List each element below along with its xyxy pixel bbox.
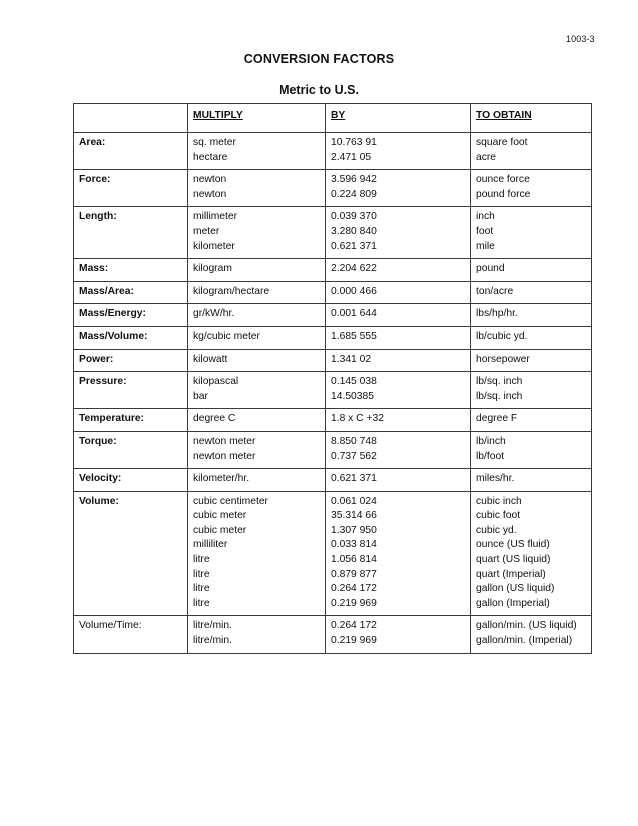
- conversion-table: [73, 103, 592, 654]
- quantity-cell: Force:: [74, 170, 188, 207]
- table-row: [74, 326, 592, 349]
- factor-line: 0.219 969: [331, 597, 377, 609]
- to-obtain-line: square foot: [476, 137, 528, 148]
- factor-line: 0.061 024: [331, 495, 377, 507]
- table-row: [74, 349, 592, 372]
- quantity-cell: Torque:: [74, 431, 188, 468]
- to-obtain-line: lb/inch: [476, 435, 506, 447]
- table-row: [74, 491, 592, 616]
- table-row: [74, 133, 592, 170]
- table-row: [74, 409, 592, 432]
- factor-cell: [326, 349, 471, 372]
- header-multiply: MULTIPLY: [188, 104, 326, 133]
- factor-cell: [326, 170, 471, 207]
- table-body: [74, 133, 592, 654]
- factor-line: 3.596 942: [331, 174, 377, 186]
- factor-cell: [326, 326, 471, 349]
- quantity-cell: Mass:: [74, 259, 188, 282]
- factor-line: 35.314 66: [331, 510, 377, 522]
- to-obtain-line: ton/acre: [476, 285, 514, 297]
- factor-line: 10.763 91: [331, 137, 377, 148]
- multiply-cell: [188, 170, 326, 207]
- multiply-cell: [188, 409, 326, 432]
- multiply-cell: [188, 431, 326, 468]
- to-obtain-cell: [471, 133, 592, 170]
- multiply-line: gr/kW/hr.: [193, 308, 235, 320]
- to-obtain-line: lb/foot: [476, 450, 505, 462]
- to-obtain-line: lb/cubic yd.: [476, 330, 528, 342]
- to-obtain-line: mile: [476, 240, 495, 252]
- factor-line: 3.280 840: [331, 225, 377, 237]
- multiply-line: kilometer/hr.: [193, 473, 250, 485]
- quantity-cell: Power:: [74, 349, 188, 372]
- multiply-line: litre: [193, 583, 210, 595]
- quantity-cell: Volume/Time:: [74, 616, 188, 653]
- multiply-line: meter: [193, 225, 220, 237]
- quantity-cell: Length:: [74, 207, 188, 259]
- multiply-line: cubic centimeter: [193, 495, 268, 507]
- table-header: [74, 104, 592, 133]
- to-obtain-cell: [471, 326, 592, 349]
- table-row: [74, 304, 592, 327]
- quantity-cell: Area:: [74, 133, 188, 170]
- multiply-cell: [188, 304, 326, 327]
- to-obtain-line: cubic yd.: [476, 524, 517, 536]
- to-obtain-line: lb/sq. inch: [476, 376, 523, 388]
- multiply-line: millimeter: [193, 211, 238, 223]
- table-row: [74, 281, 592, 304]
- page-number: 1003-3: [566, 34, 595, 44]
- quantity-cell: Temperature:: [74, 409, 188, 432]
- multiply-cell: [188, 259, 326, 282]
- to-obtain-cell: [471, 259, 592, 282]
- factor-line: 1.307 950: [331, 524, 377, 536]
- to-obtain-line: horsepower: [476, 353, 530, 365]
- to-obtain-line: foot: [476, 225, 494, 237]
- multiply-cell: [188, 372, 326, 409]
- to-obtain-line: gallon/min. (Imperial): [476, 635, 573, 647]
- header-row: [74, 104, 592, 133]
- factor-line: 0.219 969: [331, 635, 377, 647]
- multiply-line: cubic meter: [193, 524, 247, 536]
- factor-line: 0.039 370: [331, 211, 377, 223]
- factor-line: 2.204 622: [331, 263, 377, 275]
- factor-cell: [326, 431, 471, 468]
- multiply-line: kilowatt: [193, 353, 228, 365]
- to-obtain-cell: [471, 431, 592, 468]
- multiply-line: kilopascal: [193, 376, 239, 388]
- factor-line: 0.621 371: [331, 240, 377, 252]
- to-obtain-cell: [471, 281, 592, 304]
- to-obtain-cell: [471, 349, 592, 372]
- multiply-line: newton meter: [193, 435, 256, 447]
- factor-cell: [326, 409, 471, 432]
- multiply-line: hectare: [193, 151, 228, 163]
- multiply-cell: [188, 491, 326, 616]
- to-obtain-line: acre: [476, 151, 497, 163]
- factor-line: 8.850 748: [331, 435, 377, 447]
- quantity-cell: Mass/Volume:: [74, 326, 188, 349]
- to-obtain-line: ounce force: [476, 174, 530, 186]
- factor-cell: [326, 281, 471, 304]
- factor-cell: [326, 133, 471, 170]
- table-row: [74, 170, 592, 207]
- quantity-cell: Mass/Area:: [74, 281, 188, 304]
- table-row: [74, 372, 592, 409]
- to-obtain-cell: [471, 304, 592, 327]
- to-obtain-line: inch: [476, 211, 495, 223]
- factor-line: 0.737 562: [331, 450, 377, 462]
- to-obtain-cell: [471, 372, 592, 409]
- to-obtain-cell: [471, 616, 592, 653]
- factor-cell: [326, 207, 471, 259]
- header-to-obtain: TO OBTAIN: [471, 104, 592, 133]
- factor-cell: [326, 259, 471, 282]
- table-row: [74, 431, 592, 468]
- factor-cell: [326, 491, 471, 616]
- factor-line: 0.879 877: [331, 568, 377, 580]
- multiply-line: newton meter: [193, 450, 256, 462]
- multiply-line: litre: [193, 597, 210, 609]
- multiply-cell: [188, 133, 326, 170]
- factor-line: 0.000 466: [331, 285, 377, 297]
- multiply-line: newton: [193, 188, 227, 200]
- multiply-line: newton: [193, 174, 227, 186]
- multiply-line: litre/min.: [193, 635, 232, 647]
- multiply-line: bar: [193, 390, 208, 402]
- factor-line: 0.264 172: [331, 583, 377, 595]
- to-obtain-line: quart (US liquid): [476, 554, 551, 566]
- to-obtain-line: lb/sq. inch: [476, 390, 523, 402]
- to-obtain-cell: [471, 469, 592, 492]
- page-subtitle: Metric to U.S.: [279, 83, 359, 97]
- multiply-line: litre: [193, 554, 210, 566]
- quantity-cell: Mass/Energy:: [74, 304, 188, 327]
- to-obtain-line: degree F: [476, 413, 518, 425]
- to-obtain-line: gallon (Imperial): [476, 597, 550, 609]
- factor-cell: [326, 469, 471, 492]
- factor-cell: [326, 372, 471, 409]
- multiply-line: litre/min.: [193, 620, 232, 632]
- to-obtain-cell: [471, 409, 592, 432]
- header-by: BY: [326, 104, 471, 133]
- quantity-cell: Pressure:: [74, 372, 188, 409]
- multiply-line: kilometer: [193, 240, 235, 252]
- to-obtain-line: ounce (US fluid): [476, 539, 550, 551]
- table-row: [74, 207, 592, 259]
- factor-line: 0.033 814: [331, 539, 377, 551]
- multiply-cell: [188, 207, 326, 259]
- to-obtain-line: lbs/hp/hr.: [476, 308, 518, 320]
- multiply-line: degree C: [193, 413, 236, 425]
- table-row: [74, 469, 592, 492]
- factor-cell: [326, 616, 471, 653]
- to-obtain-cell: [471, 207, 592, 259]
- table-row: [74, 259, 592, 282]
- multiply-cell: [188, 281, 326, 304]
- to-obtain-line: cubic inch: [476, 495, 522, 507]
- multiply-line: litre: [193, 568, 210, 580]
- multiply-cell: [188, 469, 326, 492]
- to-obtain-line: gallon/min. (US liquid): [476, 620, 577, 632]
- multiply-cell: [188, 326, 326, 349]
- multiply-line: kilogram: [193, 263, 232, 275]
- factor-line: 1.056 814: [331, 554, 377, 566]
- factor-line: 0.621 371: [331, 473, 377, 485]
- to-obtain-cell: [471, 491, 592, 616]
- multiply-line: kilogram/hectare: [193, 285, 270, 297]
- multiply-line: milliliter: [193, 539, 228, 551]
- multiply-line: sq. meter: [193, 137, 236, 148]
- table-row: [74, 616, 592, 653]
- factor-cell: [326, 304, 471, 327]
- header-quantity: [74, 104, 188, 133]
- to-obtain-line: pound force: [476, 188, 531, 200]
- to-obtain-line: gallon (US liquid): [476, 583, 555, 595]
- factor-line: 2.471 05: [331, 151, 372, 163]
- quantity-cell: Volume:: [74, 491, 188, 616]
- multiply-cell: [188, 349, 326, 372]
- to-obtain-line: pound: [476, 263, 505, 275]
- to-obtain-cell: [471, 170, 592, 207]
- factor-line: 0.145 038: [331, 376, 377, 388]
- factor-line: 0.224 809: [331, 188, 377, 200]
- to-obtain-line: quart (Imperial): [476, 568, 546, 580]
- factor-line: 1.341 02: [331, 353, 372, 365]
- factor-line: 0.264 172: [331, 620, 377, 632]
- factor-line: 0.001 644: [331, 308, 377, 320]
- to-obtain-line: miles/hr.: [476, 473, 515, 485]
- to-obtain-line: cubic foot: [476, 510, 521, 522]
- multiply-cell: [188, 616, 326, 653]
- factor-line: 1.8 x C +32: [331, 413, 384, 425]
- quantity-cell: Velocity:: [74, 469, 188, 492]
- multiply-line: kg/cubic meter: [193, 330, 260, 342]
- factor-line: 1.685 555: [331, 330, 377, 342]
- page-title: CONVERSION FACTORS: [243, 52, 395, 66]
- multiply-line: cubic meter: [193, 510, 247, 522]
- factor-line: 14.50385: [331, 390, 374, 402]
